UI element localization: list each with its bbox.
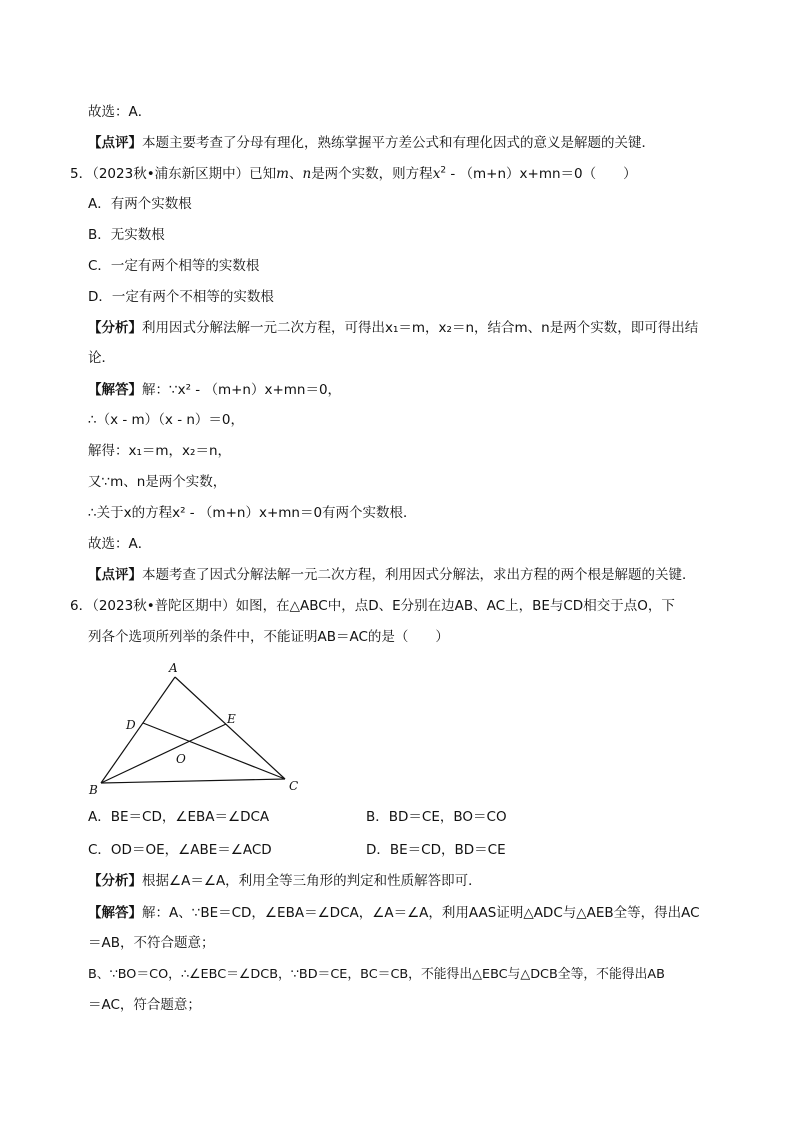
comment-text: 本题主要考查了分母有理化，熟练掌握平方差公式和有理化因式的意义是解题的关键． [142,135,655,151]
q6-solution-tag: 【解答】 [88,905,142,921]
q6-solution-line1 [88,903,700,923]
label-e: E [227,712,236,726]
q6-solution-line2: ＝AB，不符合题意； [88,935,215,951]
question-6-stem-line2: 列各个选项所列举的条件中，不能证明AB＝AC的是（ ） [88,629,449,645]
segment-bc [101,779,285,783]
q5-solution-line4: 又∵m、n是两个实数， [88,474,227,490]
answer-line: 故选：A． [88,104,152,120]
label-b: B [89,783,98,797]
comment-line [88,133,655,153]
q5-solution-line5: ∴关于x的方程x² - （m+n）x+mn＝0有两个实数根． [88,505,417,521]
question-5-var-m: m [276,166,289,182]
question-5-source: （2023秋•浦东新区期中） [92,166,250,182]
q6-solution-line3: B、∵BO＝CO，∴∠EBC＝∠DCB，∵BD＝CE，BC＝CB，不能得出△EBC与△DCB全等，不能得出AB [88,967,665,982]
q6-analysis-line [88,871,482,891]
label-c: C [289,779,299,793]
q5-option-c: C．一定有两个相等的实数根 [88,258,260,274]
segment-be [101,724,226,783]
q6-solution-text: 解：A、∵BE＝CD，∠EBA＝∠DCA，∠A＝∠A，利用AAS证明△ADC与△AEB全等，得出AC [142,905,700,921]
q5-solution-line2: ∴（x - m）（x - n）＝0， [88,412,245,428]
q5-analysis-tag: 【分析】 [88,320,142,336]
q5-option-d: D．一定有两个不相等的实数根 [88,289,274,305]
q6-analysis-tag: 【分析】 [88,873,142,889]
question-5-sep: 、 [288,166,303,182]
question-5-var-n: n [302,166,312,182]
q6-solution-line4: ＝AC，符合题意； [88,997,201,1013]
triangle-figure [85,655,315,800]
q5-comment-text: 本题考查了因式分解法解一元二次方程，利用因式分解法，求出方程的两个根是解题的关键． [142,567,696,583]
segment-cd [143,723,285,779]
question-6-stem-line1 [70,596,675,616]
question-5-equation: - （m+n）x+mn＝0（ ） [446,166,637,182]
q6-option-d: D．BE＝CD，BD＝CE [366,842,506,858]
question-5-text-a: 已知 [249,166,277,182]
segment-ac [175,677,285,779]
q6-option-c: C．OD＝OE，∠ABE＝∠ACD [88,842,272,858]
q5-solution-line3: 解得：x₁＝m，x₂＝n， [88,443,232,459]
q5-analysis-text: 利用因式分解法解一元二次方程，可得出x₁＝m，x₂＝n，结合m、n是两个实数，即可得出结 [142,320,699,336]
question-5-text-b: 是两个实数，则方程 [311,166,433,182]
q6-option-b: B．BD＝CE，BO＝CO [366,809,507,825]
q5-solution-line6: 故选：A． [88,536,152,552]
label-d: D [126,718,136,732]
label-o: O [176,752,186,766]
q5-analysis-line1 [88,318,698,338]
q5-analysis-line2: 论． [88,350,115,366]
q5-comment-tag: 【点评】 [88,567,142,583]
q5-comment-line [88,565,696,585]
question-6-text: （2023秋•普陀区期中）如图，在△ABC中，点D、E分别在边AB、AC上，BE与CD相交于点O，下 [92,598,675,614]
q6-analysis-text: 根据∠A＝∠A，利用全等三角形的判定和性质解答即可． [142,873,482,889]
q5-option-b: B．无实数根 [88,227,165,243]
q5-solution-text: 解：∵x² - （m+n）x+mn＝0， [142,382,342,398]
q5-option-a: A．有两个实数根 [88,196,192,212]
question-5-stem: 5．（2023秋•浦东新区期中）已知m、n是两个实数，则方程$x^2 - (m+n)x+mn=0$（ ） [70,165,637,182]
q5-solution-line1 [88,380,341,400]
segment-ab [101,677,175,783]
question-5-number: 5． [70,166,93,182]
label-a: A [169,661,178,675]
comment-tag: 【点评】 [88,135,142,151]
q5-solution-tag: 【解答】 [88,382,142,398]
q6-option-a: A．BE＝CD，∠EBA＝∠DCA [88,809,270,825]
question-6-number: 6． [70,598,93,614]
